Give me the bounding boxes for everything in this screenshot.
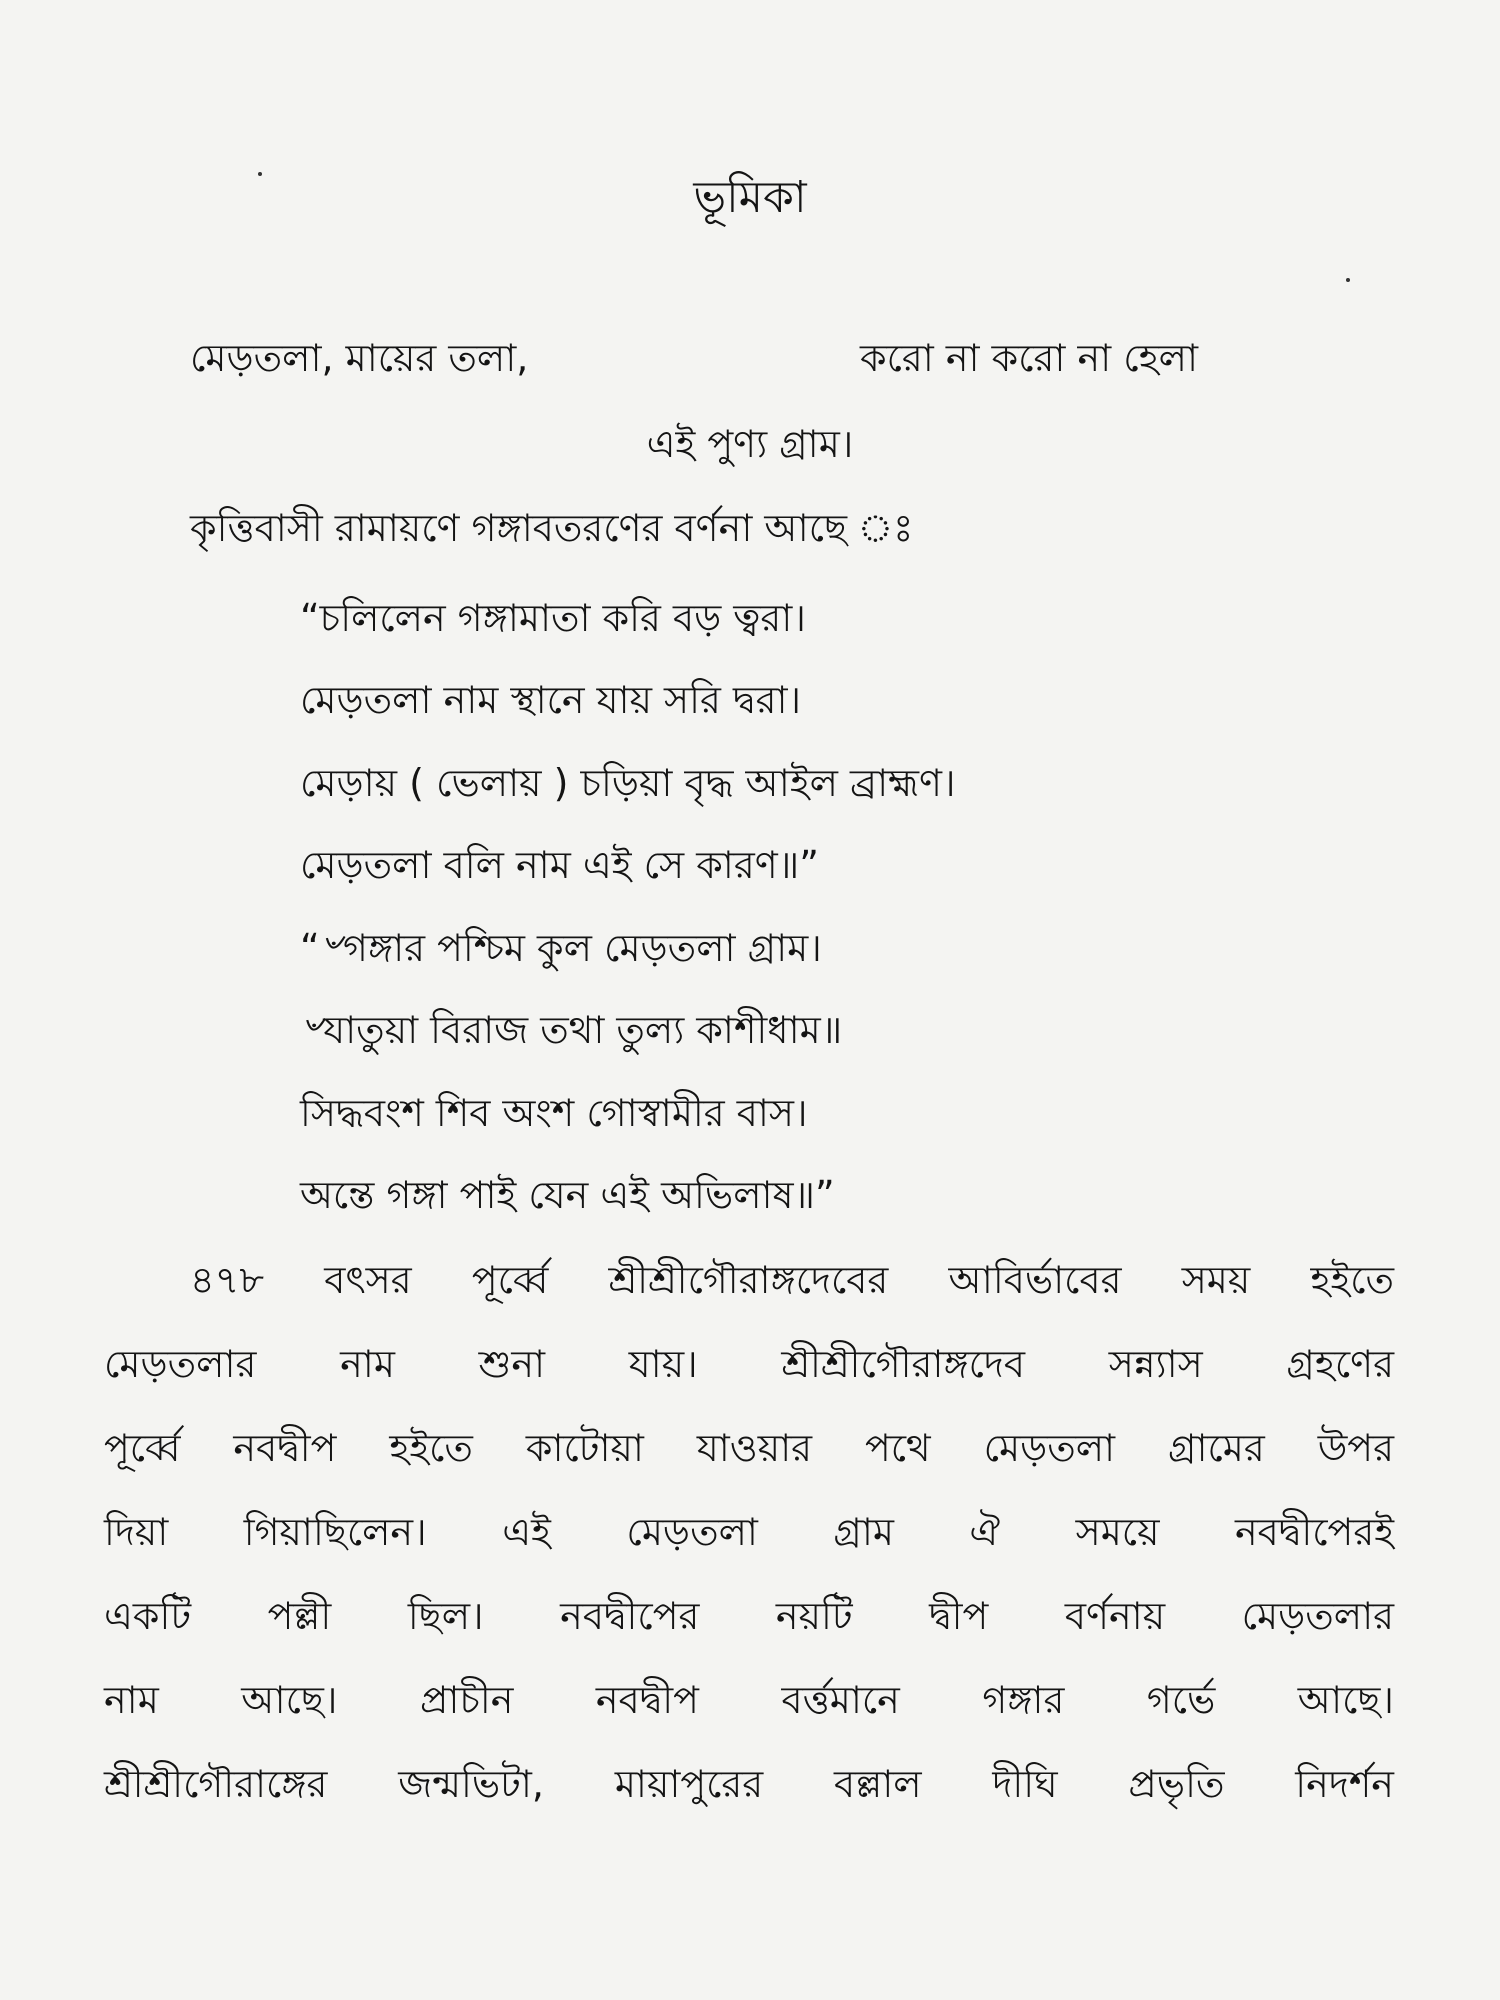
quote-line-7: সিদ্ধবংশ শিব অংশ গোস্বামীর বাস।	[300, 1091, 808, 1135]
paragraph-line-5: একটি পল্লী ছিল। নবদ্বীপের নয়টি দ্বীপ বর্ণনায় মেড়তলার	[104, 1594, 1394, 1638]
quote-line-2: মেড়তলা নাম স্থানে যায় সরি দ্বরা।	[300, 678, 802, 722]
paragraph-line-6: নাম আছে। প্রাচীন নবদ্বীপ বর্ত্তমানে গঙ্গার গর্ভে আছে।	[104, 1678, 1394, 1722]
verse-line-left: মেড়তলা, মায়ের তলা,	[190, 336, 529, 380]
quote-line-5: “৺গঙ্গার পশ্চিম কুল মেড়তলা গ্রাম।	[300, 926, 822, 970]
page-title: ভূমিকা	[693, 172, 807, 223]
quote-line-1: “চলিলেন গঙ্গামাতা করি বড় ত্বরা।	[300, 596, 806, 640]
quote-line-8: অন্তে গঙ্গা পাই যেন এই অভিলাষ॥”	[300, 1173, 835, 1217]
quote-line-3: মেড়ায় ( ভেলায় ) চড়িয়া বৃদ্ধ আইল ব্রাহ্মণ।	[300, 761, 956, 805]
paragraph-line-4: দিয়া গিয়াছিলেন। এই মেড়তলা গ্রাম ঐ সময়ে নবদ্বীপেরই	[104, 1510, 1394, 1554]
intro-line: কৃত্তিবাসী রামায়ণে গঙ্গাবতরণের বর্ণনা আছে ঃ	[190, 506, 914, 550]
quote-line-4: মেড়তলা বলি নাম এই সে কারণ॥”	[300, 843, 819, 887]
print-speck	[1346, 278, 1350, 282]
verse-line-right: করো না করো না হেলা	[860, 336, 1198, 380]
paragraph-line-7: শ্রীশ্রীগৌরাঙ্গের জন্মভিটা, মায়াপুরের বল্লাল দীঘি প্রভৃতি নিদর্শন	[104, 1762, 1394, 1806]
quote-line-6: ৺যাতুয়া বিরাজ তথা তুল্য কাশীধাম॥	[300, 1008, 843, 1052]
verse-line-center: এই পুণ্য গ্রাম।	[646, 422, 854, 466]
paragraph-line-2: মেড়তলার নাম শুনা যায়। শ্রীশ্রীগৌরাঙ্গদেব সন্ন্যাস গ্রহণের	[104, 1342, 1394, 1386]
paragraph-line-3: পূর্ব্বে নবদ্বীপ হইতে কাটোয়া যাওয়ার পথে মেড়তলা গ্রামের উপর	[104, 1426, 1394, 1470]
paragraph-line-1: ৪৭৮ বৎসর পূর্ব্বে শ্রীশ্রীগৌরাঙ্গদেবের আবির্ভাবের সময় হইতে	[190, 1258, 1394, 1302]
